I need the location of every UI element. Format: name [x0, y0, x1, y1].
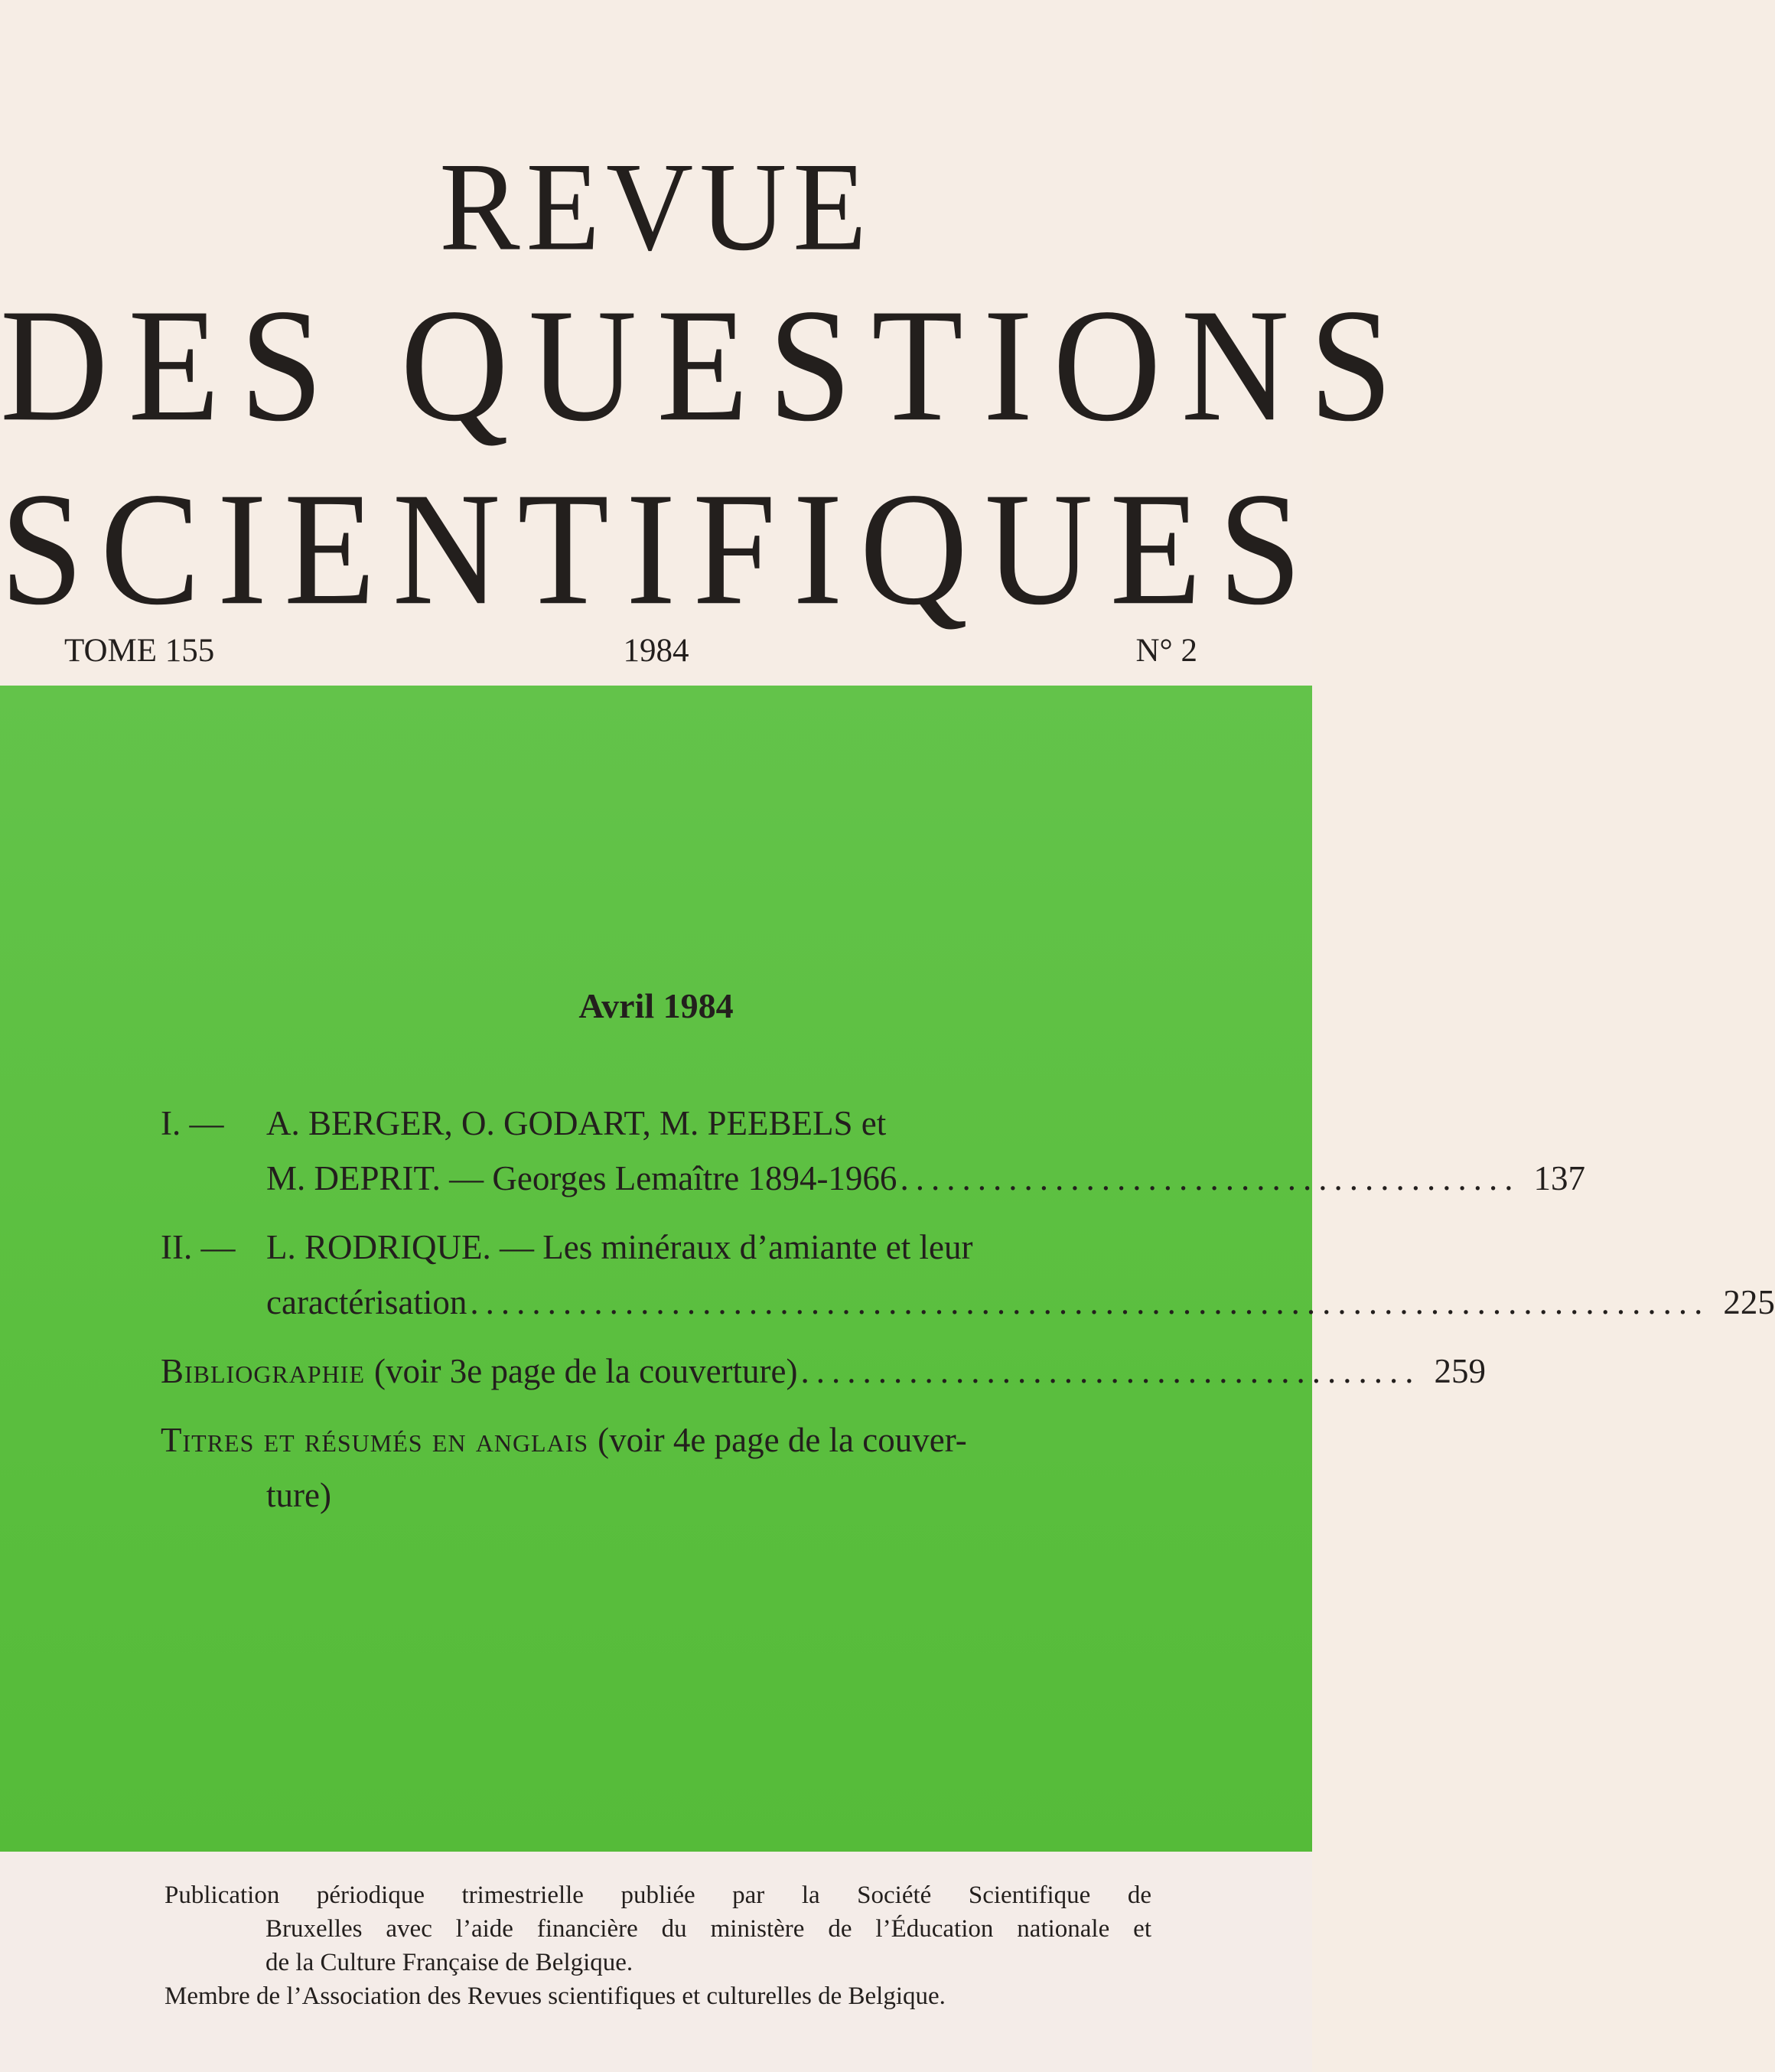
- toc-entry-page: 225: [1723, 1283, 1775, 1321]
- masthead-line-2: DES QUESTIONS: [0, 275, 1413, 455]
- toc-entry-number: I. —: [161, 1104, 224, 1142]
- toc-entry-line: [266, 1096, 1151, 1151]
- toc-entry-note: (voir 3e page de la couverture): [374, 1352, 798, 1390]
- toc-entry: [161, 1344, 1486, 1399]
- toc-entry: [161, 1220, 1775, 1330]
- toc-entry-line: [266, 1220, 1151, 1275]
- toc-entry-authors: A. BERGER, O. GODART, M. PEEBELS et: [266, 1104, 887, 1142]
- toc-entry-label: Bibliographie: [161, 1352, 365, 1390]
- leader-dots: ................................................................................: [470, 1283, 1710, 1321]
- toc-entry-line: [161, 1412, 1151, 1468]
- toc-entry-line: [266, 1275, 1775, 1330]
- toc-entry-page: 137: [1533, 1159, 1585, 1197]
- publisher-note-line: Bruxelles avec l’aide financière du ministère de l’Éducation nationale et: [265, 1915, 1151, 1943]
- masthead-line-1: REVUE: [439, 136, 873, 278]
- tome-label: TOME 155: [64, 633, 215, 669]
- publisher-note: [164, 1878, 1151, 2013]
- publisher-note-line: Publication périodique trimestrielle publiée par la Société Scientifique de: [164, 1881, 1151, 1909]
- year-label: 1984: [623, 633, 689, 669]
- toc-entry-continuation: ture): [266, 1476, 331, 1514]
- issue-date: Avril 1984: [578, 986, 734, 1025]
- toc-entry-label: Titres et résumés en anglais: [161, 1421, 589, 1459]
- publisher-note-line: Membre de l’Association des Revues scientifiques et culturelles de Belgique.: [164, 1982, 946, 2010]
- toc-entry-line: [161, 1344, 1486, 1399]
- publisher-note-line: de la Culture Française de Belgique.: [265, 1949, 633, 1976]
- toc-entry-line: [266, 1151, 1585, 1206]
- issue-number: N° 2: [1135, 633, 1197, 669]
- toc-entry-number: II. —: [161, 1228, 236, 1266]
- table-of-contents: [161, 1096, 1775, 1536]
- toc-entry-page: 259: [1434, 1352, 1486, 1390]
- toc-entry-title: M. DEPRIT. — Georges Lemaître 1894-1966: [266, 1159, 897, 1197]
- toc-entry-note: (voir 4e page de la couver-: [598, 1421, 967, 1459]
- leader-dots: ........................................: [900, 1159, 1520, 1197]
- masthead-line-3: SCIENTIFIQUES: [0, 459, 1319, 639]
- leader-dots: ........................................: [800, 1352, 1421, 1390]
- toc-entry-authors: L. RODRIQUE. — Les minéraux d’amiante et leur: [266, 1228, 973, 1266]
- toc-entry: [161, 1412, 1151, 1523]
- toc-entry-title: caractérisation: [266, 1283, 467, 1321]
- toc-entry: [161, 1096, 1585, 1206]
